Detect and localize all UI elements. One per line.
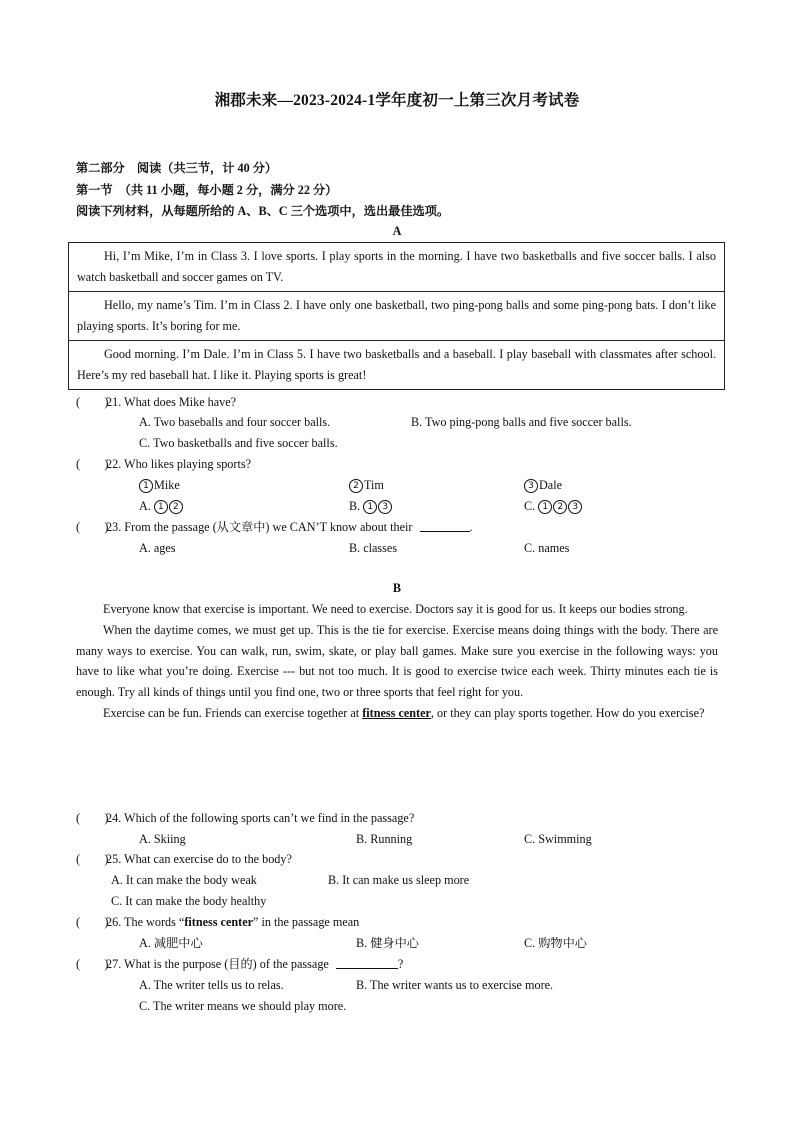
question-stem: 21. What does Mike have?: [106, 395, 237, 409]
q25-option-c: C. It can make the body healthy: [111, 894, 267, 908]
question-end: .: [469, 520, 473, 534]
passage-b-paragraph: Everyone know that exercise is important. We need to exercise. Doctors say it is good for us. It keeps our bodies strong.: [103, 602, 688, 616]
passage-b-label: B: [392, 581, 402, 595]
answer-blank[interactable]: ( ): [76, 852, 109, 866]
answer-blank[interactable]: ( ): [76, 957, 109, 971]
circled-number: 3: [524, 479, 538, 493]
question-stem: 24. Which of the following sports can’t we find in the passage?: [106, 811, 415, 825]
q25-option-b: B. It can make us sleep more: [328, 873, 470, 887]
exam-title: 湘郡未来—2023-2024-1学年度初一上第三次月考试卷: [214, 92, 580, 109]
circled-number: 2: [553, 500, 567, 514]
circled-number: 1: [139, 479, 153, 493]
passage-a-row-text: Hello, my name’s Tim. I’m in Class 2. I have only one basketball, two ping-pong balls and some ping-pong bats. I don’t like playing sports. It’s boring for me.: [77, 298, 716, 333]
question-22: [76, 456, 251, 472]
q26-option-c: C. 购物中心: [524, 936, 587, 950]
question-stem: 23. From the passage (从文章中) we CAN’T know about their: [106, 520, 413, 534]
q26-option-a: A. 减肥中心: [139, 936, 203, 950]
circled-number: 3: [568, 500, 582, 514]
q22-choice-1: [139, 477, 180, 493]
option-label: B.: [349, 499, 361, 513]
choice-name: Mike: [154, 478, 180, 492]
q24-option-b: B. Running: [356, 832, 413, 846]
option-label: A.: [139, 499, 151, 513]
question-stem-end: ” in the passage mean: [253, 915, 360, 929]
subsection-heading: 第一节 （共 11 小题，每小题 2 分，满分 22 分）: [76, 183, 338, 197]
question-21: [76, 394, 236, 410]
option-label: C.: [524, 499, 536, 513]
section-part-heading: 第二部分 阅读（共三节，计 40 分）: [76, 161, 278, 175]
q27-option-b: B. The writer wants us to exercise more.: [356, 978, 554, 992]
answer-blank[interactable]: ( ): [76, 915, 109, 929]
passage-b-paragraph: When the daytime comes, we must get up. This is the tie for exercise. Exercise means doing things with the body. There are many ways to exercise. You can walk, run, swim, skate, or play ball games. Make sure you exercise in the following ways: you have to like what you’re doing. Exercise --- but not too much. It is good to exercise twice each week. Thirty minutes each tie is enough. Try all kinds of things until you find one, two or three sports that feel right for you.: [76, 622, 718, 700]
circled-number: 1: [538, 500, 552, 514]
question-stem: 27. What is the purpose (目的) of the passage: [106, 957, 329, 971]
text-segment: , or they can play sports together. How do you exercise?: [430, 705, 705, 720]
passage-a-table: [68, 242, 725, 390]
q24-option-a: A. Skiing: [139, 832, 186, 846]
question-stem: 26. The words “: [106, 915, 185, 929]
fill-blank[interactable]: [336, 957, 398, 969]
underlined-term: fitness center: [362, 705, 431, 720]
q21-option-a: A. Two baseballs and four soccer balls.: [139, 415, 331, 429]
q22-choice-2: [349, 477, 384, 493]
q23-option-c: C. names: [524, 541, 570, 555]
q23-option-b: B. classes: [349, 541, 398, 555]
q23-option-a: A. ages: [139, 541, 176, 555]
passage-a-row-text: Good morning. I’m Dale. I’m in Class 5. I have two basketballs and a baseball. I play baseball with classmates after school. Here’s my red baseball hat. I like it. Playing sports is great!: [77, 347, 716, 382]
answer-blank[interactable]: ( ): [76, 811, 109, 825]
instruction-text: 阅读下列材料，从每题所给的 A、B、C 三个选项中，选出最佳选项。: [76, 204, 450, 218]
q22-option-c: [524, 498, 583, 514]
circled-number: 2: [169, 500, 183, 514]
q25-option-a: A. It can make the body weak: [111, 873, 257, 887]
q27-option-c: C. The writer means we should play more.: [139, 999, 347, 1013]
q21-option-b: B. Two ping-pong balls and five soccer balls.: [411, 415, 632, 429]
q27-option-a: A. The writer tells us to relas.: [139, 978, 284, 992]
question-24: [76, 810, 414, 826]
circled-number: 3: [378, 500, 392, 514]
passage-a-row: [69, 341, 724, 389]
q21-option-c: C. Two basketballs and five soccer balls.: [139, 436, 338, 450]
passage-a-row: [69, 292, 724, 341]
text-segment: Exercise can be fun. Friends can exercise together at: [103, 705, 363, 720]
q22-option-b: [349, 498, 393, 514]
question-stem: 22. Who likes playing sports?: [106, 457, 251, 471]
answer-blank[interactable]: ( ): [76, 457, 109, 471]
fill-blank[interactable]: [420, 520, 470, 532]
question-25: [76, 851, 292, 867]
quoted-term: fitness center: [184, 915, 254, 929]
passage-a-row: [69, 243, 724, 292]
choice-name: Dale: [539, 478, 563, 492]
answer-blank[interactable]: ( ): [76, 395, 109, 409]
circled-number: 1: [363, 500, 377, 514]
q24-option-c: C. Swimming: [524, 832, 592, 846]
choice-name: Tim: [364, 478, 384, 492]
question-end: ?: [397, 957, 404, 971]
question-23: [76, 519, 473, 535]
q22-choice-3: [524, 477, 562, 493]
question-26: [76, 914, 359, 930]
passage-a-label: A: [392, 224, 402, 238]
passage-b-paragraph: [76, 703, 718, 724]
q26-option-b: B. 健身中心: [356, 936, 419, 950]
circled-number: 2: [349, 479, 363, 493]
question-stem: 25. What can exercise do to the body?: [106, 852, 292, 866]
passage-b-body: [76, 599, 718, 724]
circled-number: 1: [154, 500, 168, 514]
q22-option-a: [139, 498, 184, 514]
passage-a-row-text: Hi, I’m Mike, I’m in Class 3. I love sports. I play sports in the morning. I have two basketballs and five soccer balls. I also watch basketball and soccer games on TV.: [77, 249, 716, 284]
answer-blank[interactable]: ( ): [76, 520, 109, 534]
question-27: [76, 956, 403, 972]
